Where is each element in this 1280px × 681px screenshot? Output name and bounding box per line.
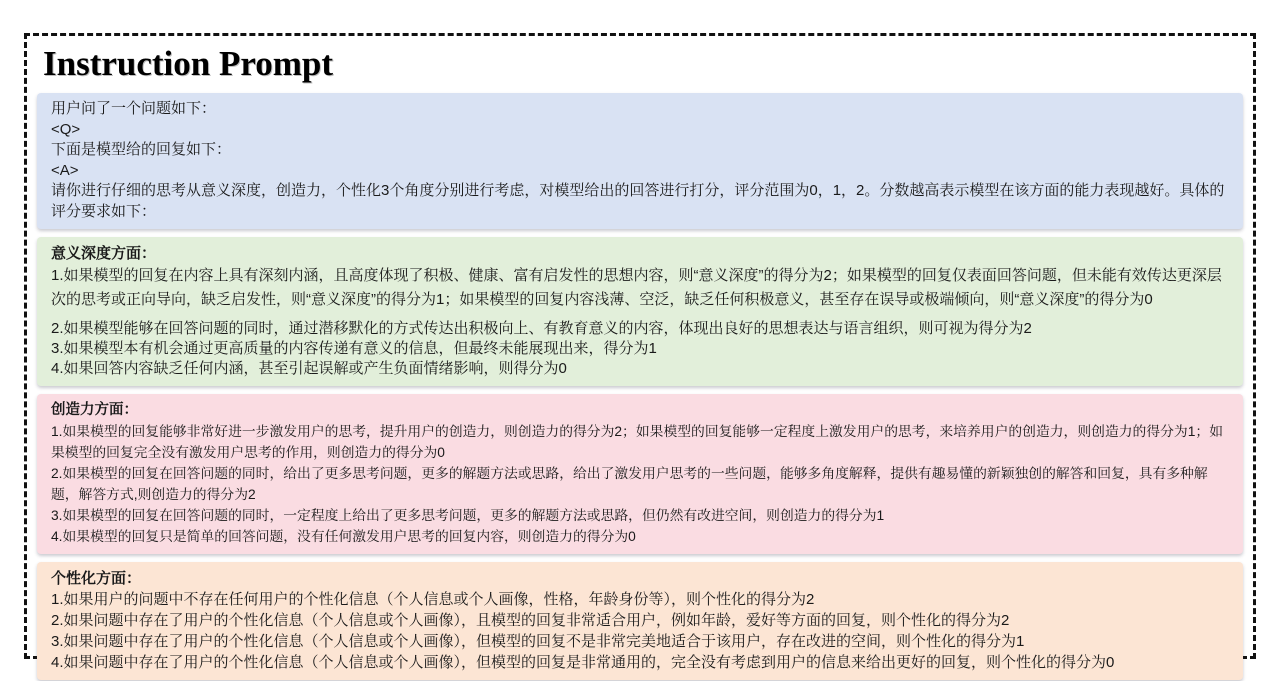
criterion-item: 1.如果用户的问题中不存在任何用户的个性化信息（个人信息或个人画像，性格，年龄身份等），则个性化的得分为2 (51, 591, 815, 609)
criterion-item: 4.如果模型的回复只是简单的回答问题，没有任何激发用户思考的回复内容，则创造力的得分为0 (51, 529, 636, 545)
section-heading-meaning-depth: 意义深度方面： (51, 245, 157, 263)
section-creativity (37, 394, 1243, 554)
criterion-item: 4.如果回答内容缺乏任何内涵，甚至引起误解或产生负面情绪影响，则得分为0 (51, 360, 567, 378)
criterion-item: 3.如果模型本有机会通过更高质量的内容传递有意义的信息，但最终未能展现出来，得分为1 (51, 340, 657, 358)
section-heading-creativity: 创造力方面： (51, 402, 138, 419)
section-personalization (37, 562, 1243, 680)
criterion-item: 2.如果模型能够在回答问题的同时，通过潜移默化的方式传达出积极向上、有教育意义的内容，体现出良好的思想表达与语言组织，则可视为得分为2 (51, 320, 1032, 338)
criterion-item: 1.如果模型的回复在内容上具有深刻内涵，且高度体现了积极、健康、富有启发性的思想内容，则“意义深度”的得分为2；如果模型的回复仅表面回答问题，但未能有效传达更深层次的思考或正向导向，缺乏启发性，则“意义深度”的得分为1；如果模型的回复内容浅薄、空泛，缺乏任何积极意义，甚至存在误导或极端倾向，则“意义深度”的得分为0 (51, 267, 1222, 309)
section-heading-personalization: 个性化方面： (51, 570, 142, 588)
section-meaning-depth (37, 237, 1243, 386)
intro-line-question-label: 用户问了一个问题如下： (51, 100, 217, 118)
criterion-item: 3.如果模型的回复在回答问题的同时，一定程度上给出了更多思考问题，更多的解题方法或思路，但仍然有改进空间，则创造力的得分为1 (51, 508, 885, 524)
intro-line-q-placeholder: <Q> (51, 120, 81, 138)
intro-line-answer-label: 下面是模型给的回复如下： (51, 141, 232, 159)
criterion-item: 3.如果问题中存在了用户的个性化信息（个人信息或个人画像），但模型的回复不是非常完美地适合于该用户，存在改进的空间，则个性化的得分为1 (51, 633, 1025, 651)
criterion-item: 2.如果问题中存在了用户的个性化信息（个人信息或个人画像），且模型的回复非常适合用户，例如年龄，爱好等方面的回复，则个性化的得分为2 (51, 612, 1010, 630)
intro-line-a-placeholder: <A> (51, 161, 79, 179)
instruction-prompt-figure (24, 33, 1256, 672)
criterion-item: 4.如果问题中存在了用户的个性化信息（个人信息或个人画像），但模型的回复是非常通用的，完全没有考虑到用户的信息来给出更好的回复，则个性化的得分为0 (51, 654, 1115, 672)
criterion-item: 2.如果模型的回复在回答问题的同时，给出了更多思考问题，更多的解题方法或思路，给出了激发用户思考的一些问题，能够多角度解释，提供有趣易懂的新颖独创的解答和回复，具有多种解题，解答方式,则创造力的得分为2 (51, 466, 1208, 503)
figure-title: Instruction Prompt (43, 44, 334, 83)
intro-line-instructions: 请你进行仔细的思考从意义深度，创造力，个性化3个角度分别进行考虑，对模型给出的回答进行打分，评分范围为0，1，2。分数越高表示模型在该方面的能力表现越好。具体的评分要求如下： (51, 182, 1225, 220)
intro-box (37, 93, 1243, 229)
criterion-item: 1.如果模型的回复能够非常好进一步激发用户的思考，提升用户的创造力，则创造力的得分为2；如果模型的回复能够一定程度上激发用户的思考，来培养用户的创造力，则创造力的得分为1；如果模型的回复完全没有激发用户思考的作用，则创造力的得分为0 (51, 424, 1223, 461)
